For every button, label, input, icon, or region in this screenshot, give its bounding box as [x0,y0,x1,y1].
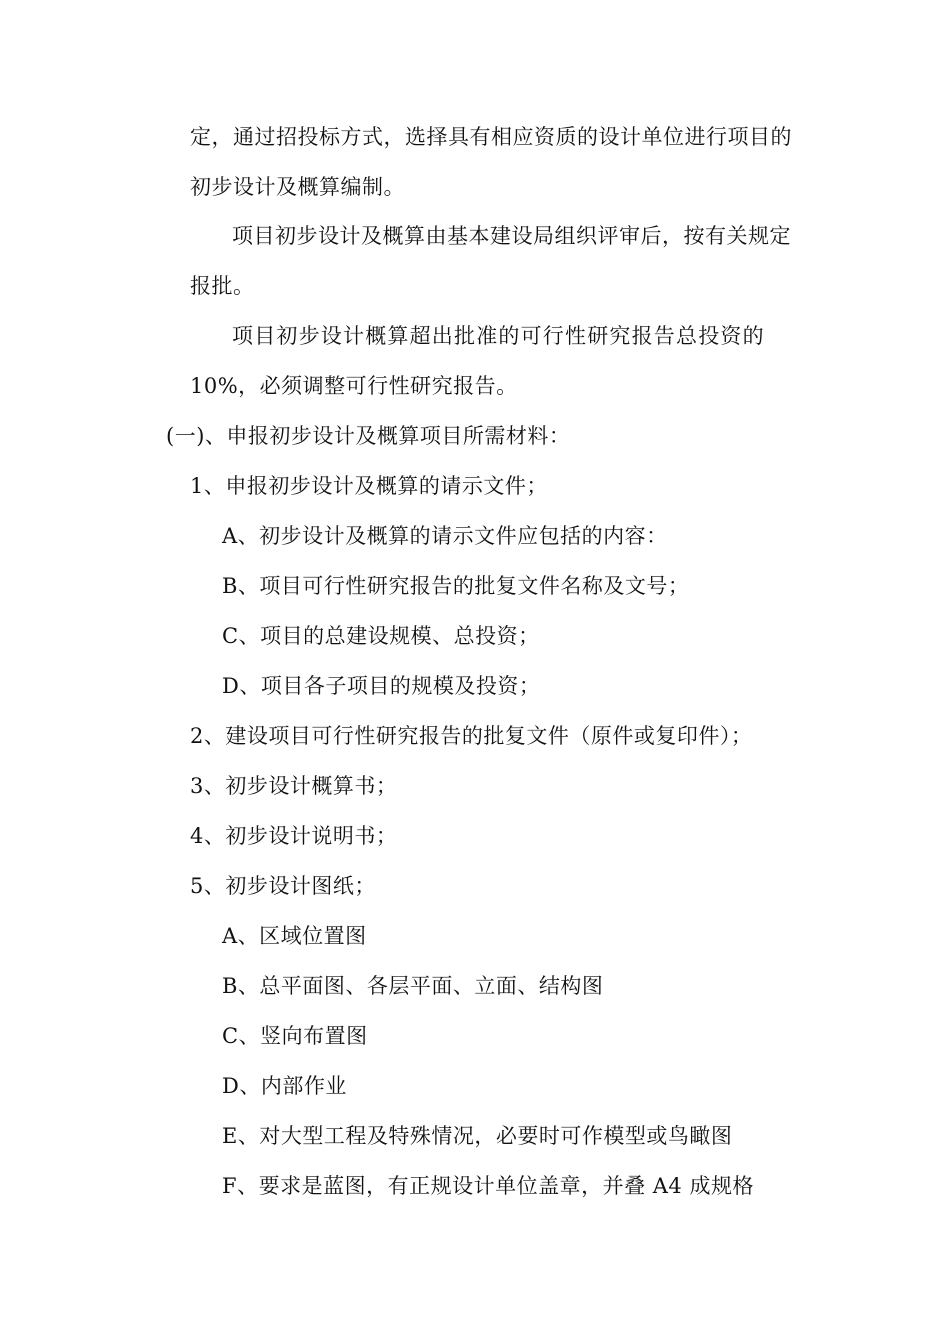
list-subitem-5c: C、竖向布置图 [222,1024,368,1048]
paragraph-line-1: 定，通过招投标方式，选择具有相应资质的设计单位进行项目的 [190,125,792,149]
list-item-3: 3、初步设计概算书； [190,774,398,798]
paragraph-line-6: 10%，必须调整可行性研究报告。 [190,374,518,398]
list-item-2: 2、建设项目可行性研究报告的批复文件（原件或复印件）； [190,724,753,748]
list-subitem-5e: E、对大型工程及特殊情况，必要时可作模型或鸟瞰图 [222,1124,733,1148]
list-subitem-5f: F、要求是蓝图，有正规设计单位盖章，并叠 A4 成规格 [222,1174,754,1198]
list-item-4: 4、初步设计说明书； [190,824,398,848]
list-item-5: 5、初步设计图纸； [190,874,376,898]
paragraph-line-2: 初步设计及概算编制。 [190,175,405,199]
section-heading: (一)、申报初步设计及概算项目所需材料： [166,424,571,448]
paragraph-line-4: 报批。 [190,274,255,298]
list-subitem-5a: A、区域位置图 [222,924,367,948]
paragraph-line-3: 项目初步设计及概算由基本建设局组织评审后，按有关规定 [232,224,791,248]
list-subitem-5d: D、内部作业 [222,1074,347,1098]
paragraph-line-5: 项目初步设计概算超出批准的可行性研究报告总投资的 [232,324,765,348]
list-item-1: 1、申报初步设计及概算的请示文件； [190,474,548,498]
list-subitem-1b: B、项目可行性研究报告的批复文件名称及文号； [222,574,690,598]
list-subitem-1d: D、项目各子项目的规模及投资； [222,674,541,698]
list-subitem-5b: B、总平面图、各层平面、立面、结构图 [222,974,604,998]
list-subitem-1a: A、初步设计及概算的请示文件应包括的内容： [222,524,668,548]
list-subitem-1c: C、项目的总建设规模、总投资； [222,624,540,648]
